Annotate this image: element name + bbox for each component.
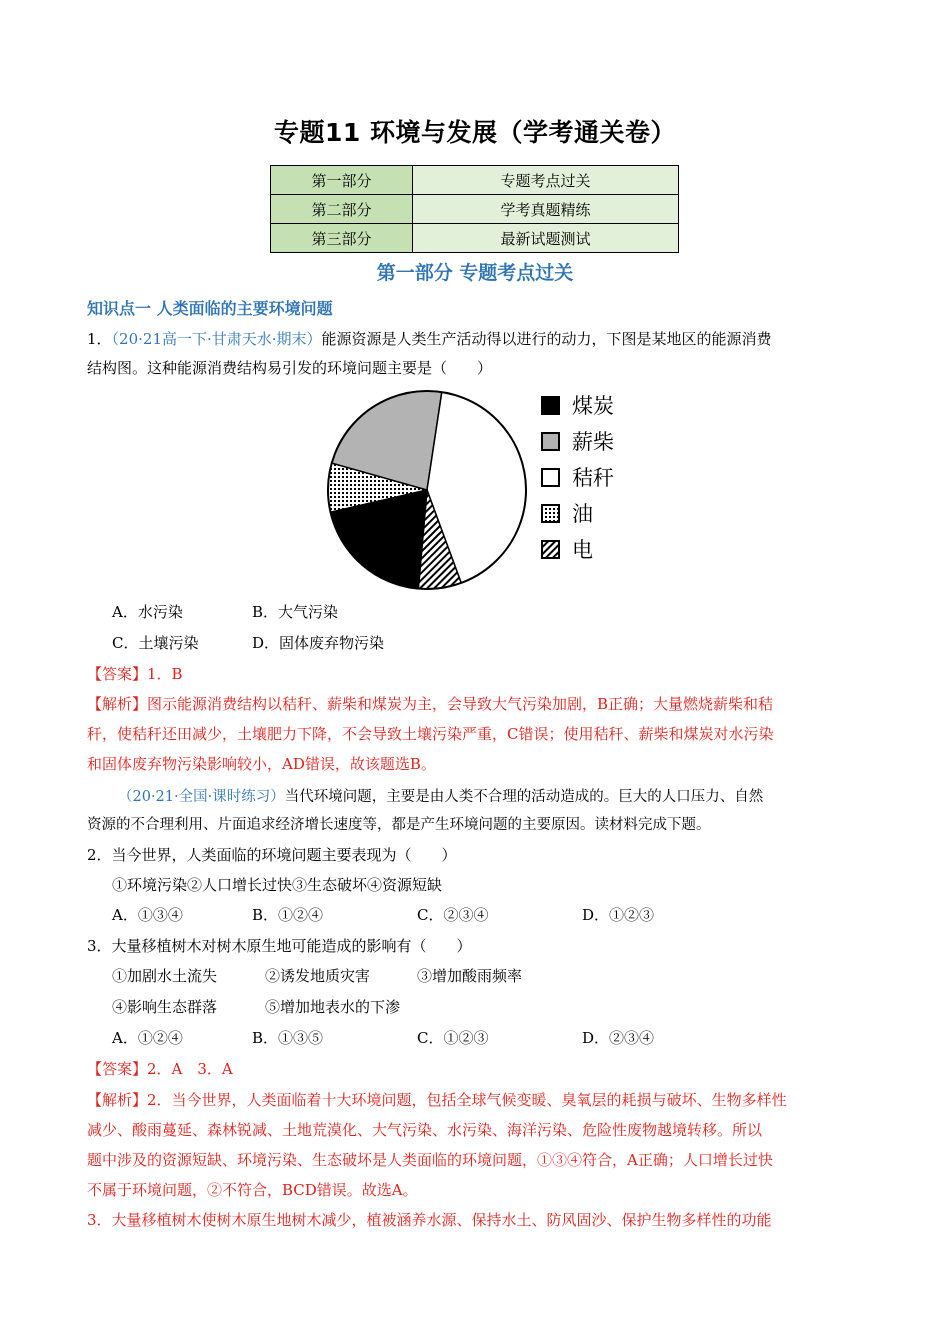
- legend-item-oil: [541, 498, 593, 528]
- legend-item-firewood: [541, 426, 614, 456]
- q1-analysis-line2: 秆，使秸秆还田减少，土壤肥力下降，不会导致土壤污染严重，C错误；使用秸秆、薪柴和煤炭对水污染: [87, 725, 774, 743]
- q1-analysis-text: 图示能源消费结构以秸秆、薪柴和煤炭为主，会导致大气污染加剧，B正确；大量燃烧薪柴和秸: [147, 695, 774, 713]
- q3-option-b: B．①③⑤: [252, 1029, 324, 1047]
- q1-source: （20·21高一下·甘肃天水·期末）: [111, 330, 322, 348]
- contents-part: 第一部分: [271, 166, 413, 195]
- legend-item-straw: [541, 462, 614, 492]
- contents-part: 第三部分: [271, 224, 413, 253]
- contents-row: [271, 166, 679, 195]
- group2-source: （20·21·全国·课时练习）: [118, 789, 285, 805]
- contents-row: [271, 224, 679, 253]
- q1-answer: 【答案】1．B: [87, 665, 183, 683]
- q1-number: 1．: [87, 330, 112, 348]
- q2-option-b: B．①②④: [252, 906, 324, 924]
- group2-analysis-line4: 不属于环境问题，②不符合，BCD错误。故选A。: [87, 1181, 418, 1199]
- q3-option-c: C．①②③: [417, 1029, 489, 1047]
- q1-option-a: A．水污染: [112, 603, 183, 621]
- legend-label: 油: [572, 502, 593, 526]
- legend-label: 电: [572, 538, 593, 562]
- legend-swatch-oil: [541, 504, 560, 523]
- legend-swatch-coal: [541, 396, 560, 415]
- legend-item-coal: [541, 390, 614, 420]
- q2-option-c: C．②③④: [417, 906, 489, 924]
- q3-option-d: D．②③④: [582, 1029, 655, 1047]
- contents-name: 学考真题精练: [413, 195, 679, 224]
- q1-stem-line1: [87, 328, 772, 349]
- q1-analysis-line3: 和固体废弃物污染影响较小，AD错误，故该题选B。: [87, 755, 436, 773]
- q1-option-d: D．固体废弃物污染: [252, 634, 385, 652]
- group2-answer: 【答案】2．A 3．A: [87, 1060, 233, 1078]
- group2-analysis-line1: [87, 1089, 787, 1110]
- q3-item-2: ②诱发地质灾害: [265, 967, 371, 985]
- legend-item-electricity: [541, 534, 593, 564]
- contents-name: 专题考点过关: [413, 166, 679, 195]
- q1-stem-line2: 结构图。这种能源消费结构易引发的环境问题主要是（ ）: [87, 359, 493, 377]
- q2-option-d: D．①②③: [582, 906, 655, 924]
- legend-label: 秸秆: [572, 466, 614, 490]
- q1-analysis-line1: [87, 693, 773, 714]
- group2-analysis-text: 2．当今世界，人类面临着十大环境问题，包括全球气候变暖、臭氧层的耗损与破坏、生物多样性: [147, 1091, 787, 1109]
- group2-analysis-line5: 3．大量移植树木使树木原生地树木减少，植被涵养水源、保持水土、防风固沙、保护生物多样性的功能: [87, 1211, 772, 1229]
- legend-label: 煤炭: [572, 394, 614, 418]
- q1-analysis-label: 【解析】: [87, 695, 148, 713]
- contents-row: [271, 195, 679, 224]
- contents-table: [270, 165, 679, 253]
- group2-analysis-label: 【解析】: [87, 1091, 148, 1109]
- part-heading: 第一部分 专题考点过关: [376, 262, 574, 284]
- q3-item-1: ①加剧水土流失: [112, 967, 218, 985]
- q1-option-b: B．大气污染: [252, 603, 339, 621]
- energy-pie-chart: [322, 388, 532, 593]
- q3-item-3: ③增加酸雨频率: [417, 967, 523, 985]
- q3-item-5: ⑤增加地表水的下渗: [265, 998, 401, 1016]
- legend-swatch-straw: [541, 468, 560, 487]
- contents-name: 最新试题测试: [413, 224, 679, 253]
- knowledge-point-heading: 知识点一 人类面临的主要环境问题: [87, 299, 333, 318]
- q2-option-a: A．①③④: [112, 906, 183, 924]
- contents-part: 第二部分: [271, 195, 413, 224]
- group2-intro-line1: [118, 785, 763, 806]
- page-title: 专题11 环境与发展（学考通关卷）: [274, 118, 676, 147]
- q3-option-a: A．①②④: [112, 1029, 183, 1047]
- pie-legend: [541, 390, 651, 570]
- q3-item-4: ④影响生态群落: [112, 998, 218, 1016]
- legend-swatch-electricity: [541, 540, 560, 559]
- q1-option-c: C．土壤污染: [112, 634, 199, 652]
- group2-intro-line2: 资源的不合理利用、片面追求经济增长速度等，都是产生环境问题的主要原因。读材料完成下题。: [87, 817, 711, 833]
- q1-stem: 能源资源是人类生产活动得以进行的动力，下图是某地区的能源消费: [321, 330, 772, 348]
- legend-swatch-firewood: [541, 432, 560, 451]
- group2-analysis-line2: 减少、酸雨蔓延、森林锐减、土地荒漠化、大气污染、水污染、海洋污染、危险性废物越境转移。所以: [87, 1121, 763, 1139]
- group2-intro: 当代环境问题，主要是由人类不合理的活动造成的。巨大的人口压力、自然: [284, 789, 764, 805]
- q3-stem: 3．大量移植树木对树木原生地可能造成的影响有（ ）: [87, 937, 472, 955]
- q2-stem: 2．当今世界，人类面临的环境问题主要表现为（ ）: [87, 846, 457, 864]
- legend-label: 薪柴: [572, 430, 614, 454]
- q2-items: ①环境污染②人口增长过快③生态破坏④资源短缺: [112, 876, 443, 894]
- group2-analysis-line3: 题中涉及的资源短缺、环境污染、生态破坏是人类面临的环境问题，①③④符合，A正确；人口增长过快: [87, 1151, 773, 1169]
